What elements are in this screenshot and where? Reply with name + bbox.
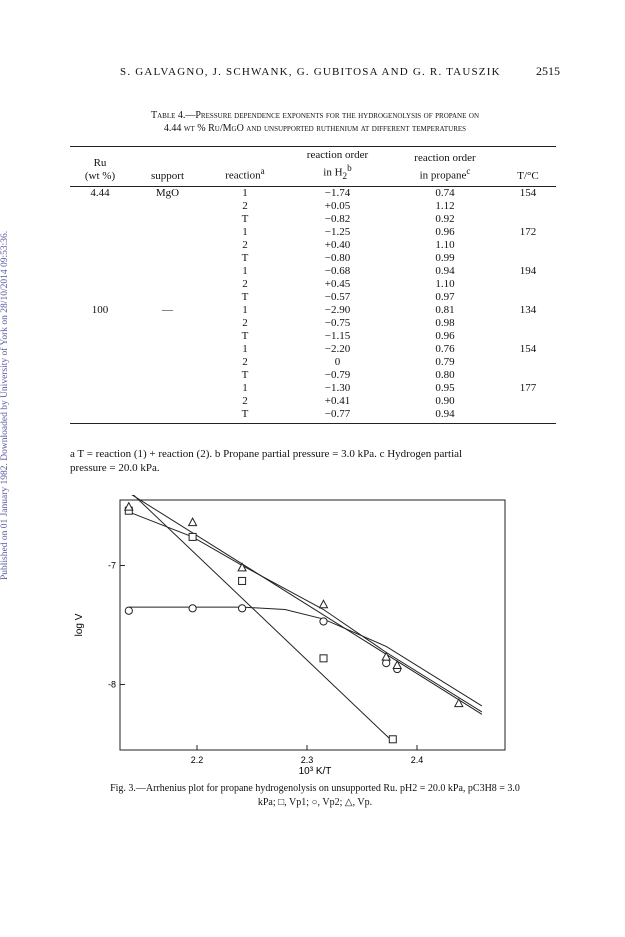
cell-support [130,239,205,252]
table-row [70,317,556,330]
cell-propane: 0.96 [435,225,455,238]
triangle-marker [189,518,197,526]
table-row [70,265,556,278]
cell-ru [70,369,130,382]
cell-propane: 0.94 [390,408,500,424]
cell-reaction: 2 [242,316,248,329]
cell-t: 172 [519,225,537,238]
cell-t [500,395,556,408]
cell-propane: 0.94 [435,264,455,277]
cell-support [130,356,205,369]
table-row [70,186,556,200]
square-marker [239,577,246,584]
cell-h2: −1.15 [324,329,351,342]
cell-t: 194 [519,264,537,277]
table-header-row [70,147,556,187]
cell-t [500,200,556,213]
arrhenius-plot [70,495,540,780]
cell-ru: 100 [91,303,109,316]
cell-h2: −1.30 [324,381,351,394]
header-ru: Ru (wt %) [70,147,130,187]
table-row [70,304,556,317]
cell-support [130,395,205,408]
cell-support [130,408,205,424]
square-marker [389,736,396,743]
table-row [70,252,556,265]
cell-reaction: 1 [242,186,248,199]
table-caption [40,109,590,135]
cell-ru [70,265,130,278]
cell-ru [70,343,130,356]
cell-support [130,369,205,382]
cell-h2: −0.82 [324,212,351,225]
table-row [70,395,556,408]
cell-ru [70,291,130,304]
cell-support [130,200,205,213]
table-footnote [70,447,556,475]
cell-ru [70,226,130,239]
circle-marker [189,605,196,612]
cell-h2: −2.20 [324,342,351,355]
cell-h2: −0.57 [324,290,351,303]
triangle-marker [320,600,328,608]
table-footnote-line-2: pressure = 20.0 kPa. [70,462,160,474]
table-row [70,200,556,213]
cell-t: 134 [519,303,537,316]
cell-support [130,382,205,395]
cell-t [500,213,556,226]
cell-support [130,226,205,239]
fit-line [129,495,393,742]
cell-ru [70,200,130,213]
cell-support [130,343,205,356]
cell-reaction: T [241,329,249,342]
cell-support [130,317,205,330]
cell-reaction: 2 [242,394,248,407]
cell-h2: −0.68 [324,264,351,277]
table-row [70,356,556,369]
cell-reaction: 1 [242,264,248,277]
triangle-marker [455,699,463,707]
cell-support [130,213,205,226]
cell-ru [70,382,130,395]
cell-propane: 0.95 [435,381,455,394]
cell-propane: 0.98 [435,316,455,329]
cell-reaction: 1 [242,342,248,355]
circle-marker [320,618,327,625]
cell-propane: 0.74 [435,186,455,199]
x-axis-label: 10³ K/T [298,766,332,777]
square-marker [189,533,196,540]
cell-ru [70,408,130,424]
circle-marker [239,605,246,612]
cell-support: MgO [155,186,180,199]
y-axis-label: log V [74,613,85,637]
cell-h2: −0.75 [324,316,351,329]
fit-line [129,495,482,714]
cell-h2: +0.45 [324,277,351,290]
table-caption-line-1: Table 4.—Pressure dependence exponents for the hydrogenolysis of propane on [150,110,479,121]
table-row [70,239,556,252]
pressure-exponent-table [70,146,556,424]
cell-h2: +0.41 [324,394,351,407]
cell-t [500,408,556,424]
cell-propane: 0.79 [435,355,455,368]
cell-propane: 0.92 [435,212,455,225]
figure-caption-line-2: kPa; □, Vp1; ○, Vp2; △, Vp. [257,797,373,808]
cell-h2: −1.25 [324,225,351,238]
figure-caption [60,782,570,810]
cell-support: — [162,303,173,316]
cell-support [130,278,205,291]
header-order-h2: reaction order in $H_2^b$ [285,147,390,187]
cell-support [130,252,205,265]
cell-h2: −0.80 [324,251,351,264]
cell-h2: +0.05 [324,199,351,212]
table-row [70,330,556,343]
cell-reaction: 2 [242,199,248,212]
x-tick-label: 2.3 [300,755,314,765]
cell-t [500,278,556,291]
cell-reaction: T [241,368,249,381]
cell-t [500,330,556,343]
cell-h2: +0.40 [324,238,351,251]
table-row [70,343,556,356]
download-watermark: Published on 01 January 1982. Downloaded by University of York on 28/10/2014 09:53:36. [0,230,10,580]
cell-propane: 1.10 [435,238,455,251]
cell-reaction: 2 [242,355,248,368]
fit-line [129,607,482,706]
fit-line [129,512,482,712]
cell-reaction: T [241,212,249,225]
cell-reaction: 1 [242,381,248,394]
cell-t [500,317,556,330]
cell-h2: −1.74 [324,186,351,199]
cell-t [500,369,556,382]
table-row [70,213,556,226]
cell-propane: 0.81 [435,303,455,316]
cell-ru [70,213,130,226]
cell-propane: 0.99 [435,251,455,264]
cell-ru [70,395,130,408]
cell-reaction: 1 [242,225,248,238]
cell-h2: −0.77 [285,408,390,424]
table-row [70,278,556,291]
cell-reaction: 2 [242,277,248,290]
table-row [70,226,556,239]
cell-ru [70,252,130,265]
square-marker [320,655,327,662]
table-caption-line-2: 4.44 wt % Ru/MgO and unsupported ruthenium at different temperatures [163,123,467,134]
figure-caption-line-1: Fig. 3.—Arrhenius plot for propane hydrogenolysis on unsupported Ru. pH2 = 20.0 kPa, pC3H8 = 3.0 [110,783,520,794]
cell-t [500,356,556,369]
cell-ru: 4.44 [90,186,110,199]
cell-ru [70,239,130,252]
cell-h2: −0.79 [324,368,351,381]
cell-propane: 0.76 [435,342,455,355]
cell-reaction: 1 [242,303,248,316]
cell-propane: 1.12 [435,199,455,212]
cell-h2: 0 [334,355,341,368]
cell-propane: 0.96 [435,329,455,342]
cell-propane: 0.97 [435,290,455,303]
table-footnote-line-1: a T = reaction (1) + reaction (2). b Propane partial pressure = 3.0 kPa. c Hydrogen partial [70,448,463,460]
y-tick-label: -7 [107,560,116,571]
cell-t: 154 [519,186,537,199]
cell-ru [70,356,130,369]
header-support: support [130,147,205,187]
cell-propane: 0.90 [435,394,455,407]
cell-propane: 1.10 [435,277,455,290]
cell-support [130,330,205,343]
header-reaction: reaction$^a$ [205,147,285,187]
header-temperature: T/°C [500,147,556,187]
x-tick-label: 2.4 [410,755,424,765]
cell-ru [70,317,130,330]
cell-reaction: T [241,251,249,264]
cell-ru [70,278,130,291]
table-row [70,291,556,304]
cell-t [500,252,556,265]
table-row [70,382,556,395]
cell-h2: −2.90 [324,303,351,316]
cell-reaction: 2 [242,238,248,251]
cell-support [130,265,205,278]
cell-t [500,239,556,252]
cell-t: 177 [519,381,537,394]
y-tick-label: -8 [107,679,116,690]
running-title: S. GALVAGNO, J. SCHWANK, G. GUBITOSA AND G. R. TAUSZIK [120,66,501,78]
cell-ru [70,330,130,343]
cell-propane: 0.80 [435,368,455,381]
page-number: 2515 [536,64,560,78]
cell-support [130,291,205,304]
x-tick-label: 2.2 [190,755,204,765]
cell-t: 154 [519,342,537,355]
cell-t [500,291,556,304]
cell-reaction: T [241,290,249,303]
header-order-propane: reaction order in propane$^c$ [390,147,500,187]
triangle-marker [125,503,133,511]
table-row [70,408,556,424]
cell-reaction: T [205,408,285,424]
triangle-marker [393,661,401,669]
circle-marker [125,607,132,614]
table-row [70,369,556,382]
